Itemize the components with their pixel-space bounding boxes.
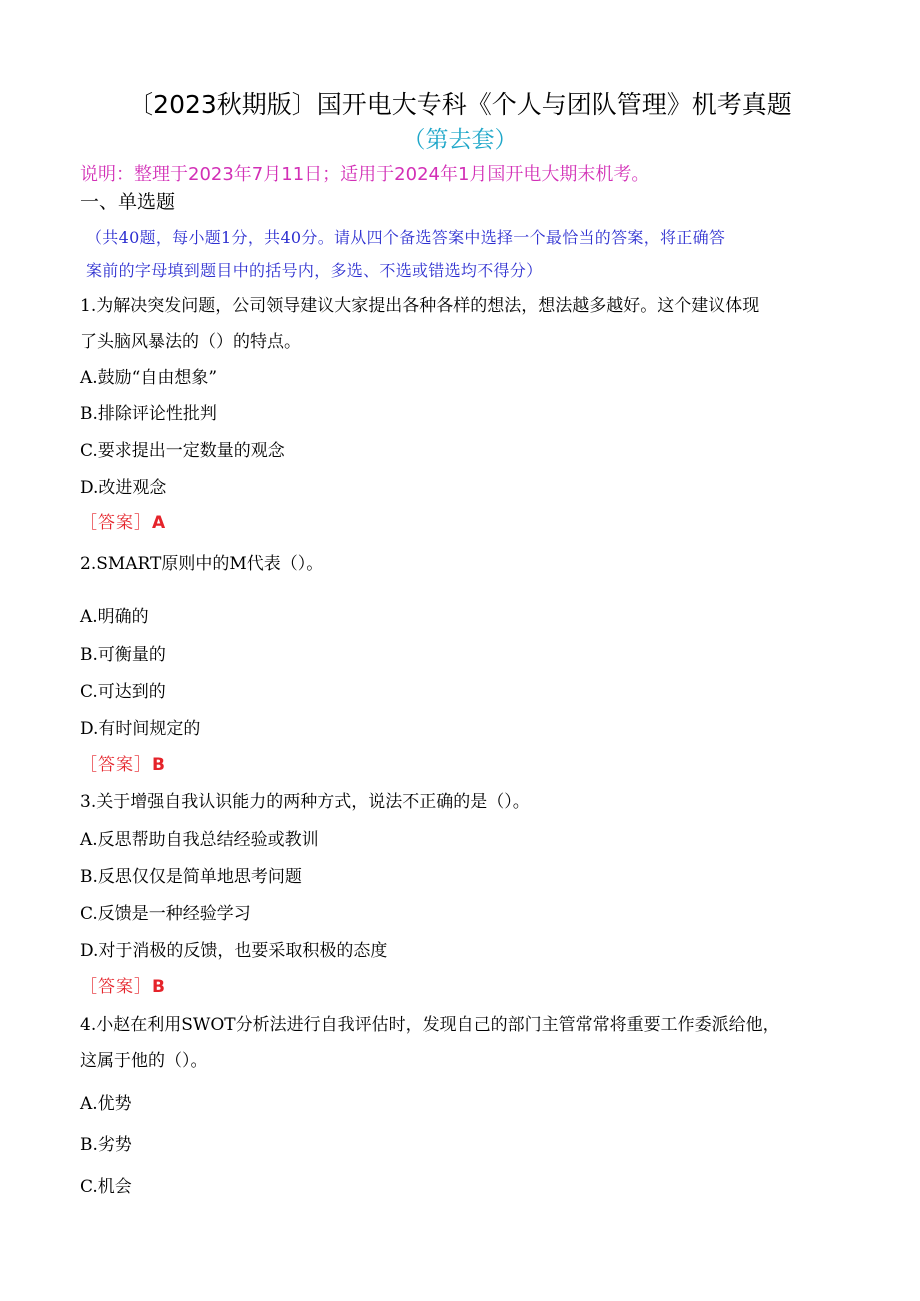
answer-letter: B [152,755,166,775]
answer-letter: A [152,513,167,533]
question-1-line-1: 1.为解决突发问题，公司领导建议大家提出各种各样的想法，想法越多越好。这个建议体现 [80,296,760,316]
answer-label: ［答案］ [80,977,152,997]
question-2-answer [80,754,166,776]
question-2-option-c: C.可达到的 [80,682,166,702]
question-3-option-b: B.反思仅仅是简单地思考问题 [80,867,302,887]
instruction-line-2: 案前的字母填到题目中的括号内，多选、不选或错选均不得分） [86,261,543,280]
section-heading: 一、单选题 [80,191,176,213]
question-3-answer [80,976,166,998]
question-4-option-a: A.优势 [80,1094,132,1114]
document-title: 〔2023秋期版〕国开电大专科《个人与团队管理》机考真题 [128,90,792,119]
question-1-option-c: C.要求提出一定数量的观念 [80,441,285,461]
question-1-option-b: B.排除评论性批判 [80,404,217,424]
question-1-line-2: 了头脑风暴法的（）的特点。 [80,332,301,352]
question-2-option-a: A.明确的 [80,607,149,627]
question-2-option-b: B.可衡量的 [80,645,166,665]
question-2-line-1: 2.SMART原则中的M代表（）。 [80,554,324,574]
question-4-option-b: B.劣势 [80,1135,132,1155]
question-1-option-a: A.鼓励“自由想象” [80,368,218,388]
instruction-line-1: （共40题，每小题1分，共40分。请从四个备选答案中选择一个最恰当的答案，将正确答 [86,228,726,247]
document-note: 说明：整理于2023年7月11日；适用于2024年1月国开电大期末机考。 [80,164,650,185]
question-3-line-1: 3.关于增强自我认识能力的两种方式，说法不正确的是（）。 [80,792,530,812]
question-4-line-1: 4.小赵在利用SWOT分析法进行自我评估时，发现自己的部门主管常常将重要工作委派给他， [80,1015,780,1035]
answer-label: ［答案］ [80,513,152,533]
question-4-line-2: 这属于他的（）。 [80,1051,208,1071]
question-4-option-c: C.机会 [80,1177,132,1197]
question-2-option-d: D.有时间规定的 [80,719,201,739]
question-3-option-d: D.对于消极的反馈，也要采取积极的态度 [80,941,388,961]
question-1-answer [80,512,166,534]
question-1-option-d: D.改进观念 [80,478,167,498]
question-3-option-a: A.反思帮助自我总结经验或教训 [80,830,319,850]
answer-label: ［答案］ [80,755,152,775]
answer-letter: B [152,977,166,997]
document-subtitle: （第去套） [402,127,518,153]
question-3-option-c: C.反馈是一种经验学习 [80,904,251,924]
